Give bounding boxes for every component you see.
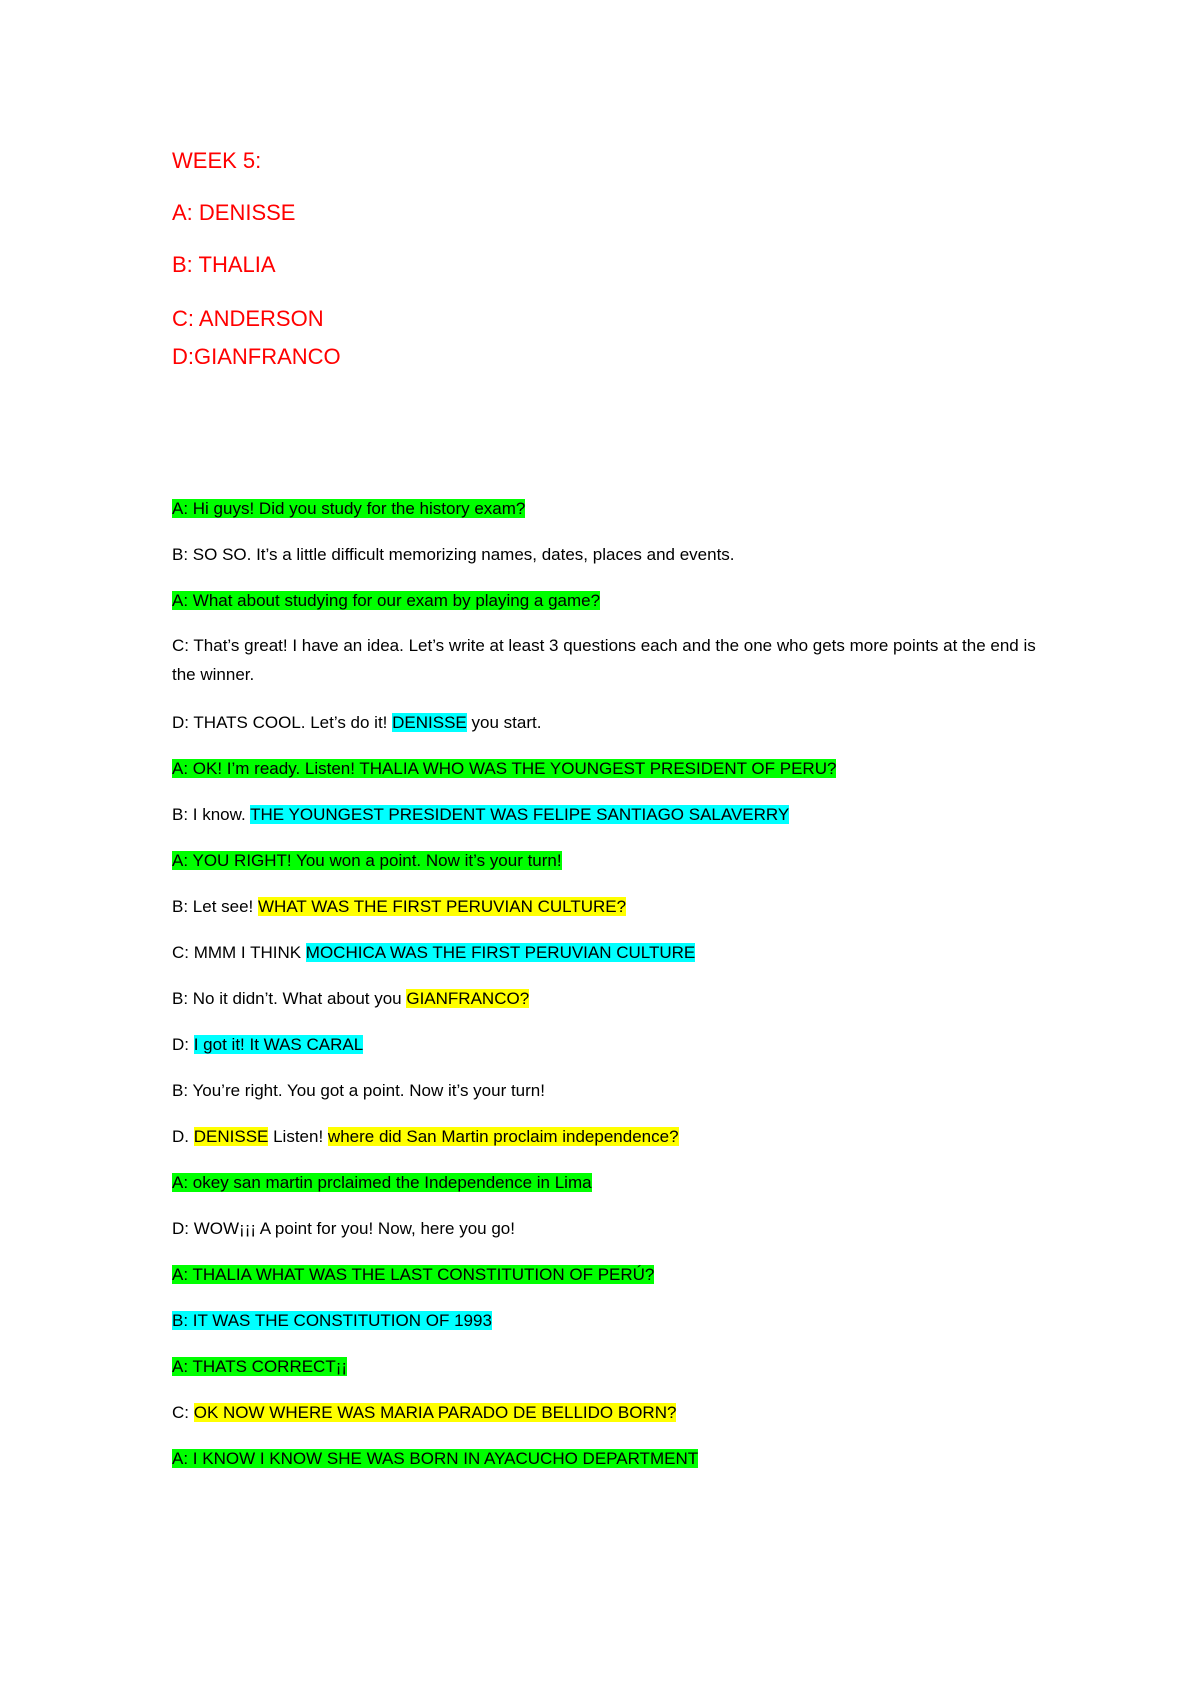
- line-text: B: No it didn’t. What about you: [172, 989, 407, 1008]
- line-text: B: SO SO. It’s a little difficult memorizing names, dates, places and events.: [172, 545, 735, 564]
- highlight-green: A: THATS CORRECT¡¡: [172, 1357, 348, 1376]
- highlight-green: A: I KNOW I KNOW SHE WAS BORN IN AYACUCHO DEPARTMENT: [172, 1449, 699, 1468]
- line-text: C: That’s great! I have an idea. Let’s write at least 3 questions each and the one who gets more points at the end is the winner.: [172, 636, 1036, 684]
- dialogue-line: [172, 1078, 545, 1104]
- dialogue-line: [172, 1262, 654, 1288]
- participant-c: C: ANDERSON: [172, 306, 324, 331]
- dialogue-line: [172, 542, 735, 568]
- dialogue-line: [172, 1446, 698, 1472]
- highlight-yellow: where did San Martin proclaim independence?: [327, 1127, 679, 1146]
- highlight-cyan: I got it! It WAS CARAL: [193, 1035, 364, 1054]
- dialogue-line: [172, 1170, 592, 1196]
- dialogue-line: [172, 894, 626, 920]
- dialogue-line: [172, 1400, 676, 1426]
- line-text: B: Let see!: [172, 897, 258, 916]
- line-text: C:: [172, 1403, 194, 1422]
- dialogue-line: [172, 1216, 515, 1242]
- dialogue-line: [172, 986, 529, 1012]
- dialogue-line: [172, 756, 836, 782]
- participant-b: B: THALIA: [172, 252, 276, 277]
- highlight-cyan: B: IT WAS THE CONSTITUTION OF 1993: [172, 1311, 492, 1330]
- dialogue-line: [172, 1354, 347, 1380]
- dialogue-line: [172, 1124, 679, 1150]
- dialogue-line: [172, 848, 562, 874]
- dialogue-line: [172, 1032, 363, 1058]
- line-text: you start.: [466, 713, 542, 732]
- dialogue-line: [172, 631, 1052, 689]
- highlight-cyan: MOCHICA WAS THE FIRST PERUVIAN CULTURE: [305, 943, 696, 962]
- dialogue-line: [172, 940, 695, 966]
- highlight-yellow: DENISSE: [193, 1127, 269, 1146]
- participant-a: A: DENISSE: [172, 200, 296, 225]
- participant-d: D:GIANFRANCO: [172, 344, 341, 369]
- line-text: B: You’re right. You got a point. Now it’s your turn!: [172, 1081, 545, 1100]
- highlight-green: A: YOU RIGHT! You won a point. Now it’s your turn!: [172, 851, 562, 870]
- dialogue-line: [172, 496, 525, 522]
- line-text: Listen!: [268, 1127, 328, 1146]
- highlight-yellow: WHAT WAS THE FIRST PERUVIAN CULTURE?: [258, 897, 627, 916]
- line-text: D: THATS COOL. Let’s do it!: [172, 713, 393, 732]
- highlight-yellow: GIANFRANCO?: [406, 989, 530, 1008]
- highlight-cyan: DENISSE: [392, 713, 467, 732]
- line-text: B: I know.: [172, 805, 251, 824]
- highlight-green: A: What about studying for our exam by playing a game?: [172, 591, 601, 610]
- highlight-cyan: THE YOUNGEST PRESIDENT WAS FELIPE SANTIAGO SALAVERRY: [250, 805, 790, 824]
- dialogue-line: [172, 588, 600, 614]
- line-text: D.: [172, 1127, 194, 1146]
- line-text: C: MMM I THINK: [172, 943, 306, 962]
- highlight-green: A: okey san martin prclaimed the Independence in Lima: [172, 1173, 592, 1192]
- highlight-green: A: OK! I’m ready. Listen! THALIA WHO WAS THE YOUNGEST PRESIDENT OF PERU?: [172, 759, 837, 778]
- line-text: D: WOW¡¡¡ A point for you! Now, here you go!: [172, 1219, 515, 1238]
- dialogue-line: [172, 710, 541, 736]
- week-title: WEEK 5:: [172, 148, 262, 173]
- highlight-green: A: Hi guys! Did you study for the history exam?: [172, 499, 526, 518]
- line-text: D:: [172, 1035, 194, 1054]
- dialogue-line: [172, 802, 789, 828]
- highlight-yellow: OK NOW WHERE WAS MARIA PARADO DE BELLIDO BORN?: [193, 1403, 677, 1422]
- highlight-green: A: THALIA WHAT WAS THE LAST CONSTITUTION OF PERÚ?: [172, 1265, 655, 1284]
- dialogue-line: [172, 1308, 492, 1334]
